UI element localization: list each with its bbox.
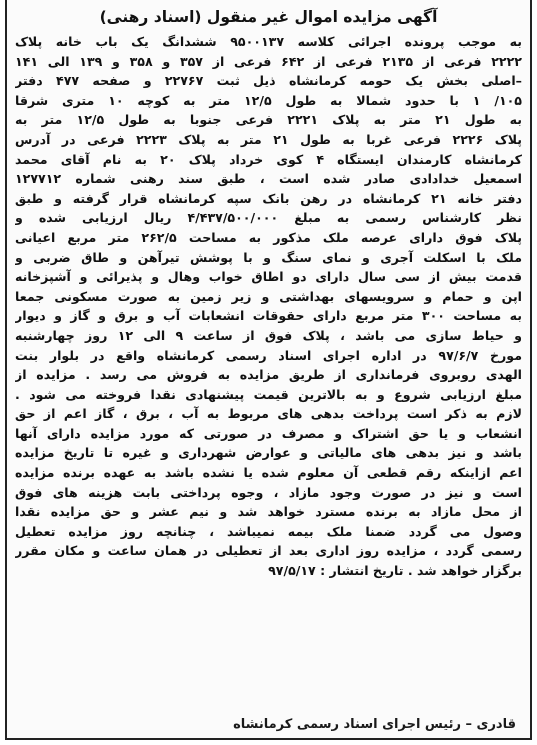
notice-body-line: الهدی روبروی فرمانداری از طریق مزایده به فروش می رسد . مزایده از (15, 367, 522, 383)
notice-body-line: وصول می گردد ضمنا ملک بیمه نمیباشد ، چنانچه روز مزایده تعطیل (15, 523, 522, 539)
notice-body-line: نظر کارشناس رسمی به مبلغ ۴/۴۳۷/۵۰۰/۰۰۰ ریال ارزیابی شده و (15, 210, 522, 226)
notice-body-line: اسمعیل خدادادی صادر شده است ، طبق سند رهنی شماره ۱۲۷۷۱۲ (15, 171, 522, 187)
notice-body-line: به موجب پرونده اجرائی کلاسه ۹۵۰۰۱۳۷ ششدانگ یک باب خانه پلاک (15, 34, 522, 49)
notice-body-line: رسمی گردد ، مزایده روز اداری بعد از تعطیلی در همان ساعت و مکان مقرر (15, 543, 522, 559)
notice-body-line: قدمت بیش از سی سال دارای دو اطاق خواب وهال و پذیرائی و آشپزخانه (15, 269, 522, 285)
notice-body-line: پلاک فوق دارای عرصه ملک مذکور به مساحت ۲۶۲/۵ متر مربع اعیانی (15, 229, 522, 245)
notice-body-line: به مساحت ۳۰۰ متر مربع دارای حقوقات انشعابات آب و برق و گاز و دیوار (15, 308, 522, 324)
notice-body-line: است و نیز در صورت وجود مازاد ، وجوه پرداختی بابت هزینه های فوق (15, 484, 522, 500)
notice-body-line: باشد و نیز بدهی های مالیاتی و عوارض شهرداری و غیره تا تاریخ مزایده (15, 445, 522, 461)
notice-body-line: مورخ ۹۷/۶/۷ در اداره اجرای اسناد رسمی کرمانشاه واقع در بلوار بنت (15, 347, 522, 363)
notice-body-line: اعم ازاینکه رقم قطعی آن معلوم شده یا نشده باشد به عهده برنده مزایده (15, 465, 522, 481)
notice-body-line: کرمانشاه کارمندان ایستگاه ۴ کوی خرداد پلاک ۲۰ به نام آقای محمد (15, 151, 522, 167)
notice-body-line: –اصلی بخش یک حومه کرمانشاه ذیل ثبت ۲۲۷۶۷ و صفحه ۴۷۷ دفتر (15, 73, 522, 89)
notice-body-line: لازم به ذکر است پرداخت بدهی های مربوط به آب ، برق ، گاز اعم از حق (15, 406, 522, 422)
auction-notice (5, 0, 532, 740)
notice-body-line: اپن و حمام و سرویسهای بهداشتی و زیر زمین به صورت مسکونی جمعا (15, 288, 522, 304)
notice-body-line: ۱۰۵/ ۱ با حدود شمالا به طول ۱۲/۵ متر به کوچه ۱۰ متری شرقا (15, 92, 522, 108)
notice-body-line: انشعاب و یا حق اشتراک و مصرف در صورتی که مورد مزایده دارای آنها (15, 425, 522, 441)
notice-title: آگهی مزایده اموال غیر منقول (اسناد رهنی) (99, 8, 438, 26)
notice-body-line: مبلغ ارزیابی شروع و به بالاترین قیمت پیشنهادی نقدا فروخته می شود . (15, 386, 522, 402)
notice-body (15, 32, 522, 581)
notice-body-line: پلاک ۲۲۲۶ فرعی غربا به طول ۲۱ متر به پلاک ۲۲۲۳ فرعی در آدرس (15, 131, 522, 147)
notice-signature: قادری – رئیس اجرای اسناد رسمی کرمانشاه (233, 717, 516, 732)
notice-body-line: دفتر خانه ۲۱ کرمانشاه در رهن بانک سپه کرمانشاه قرار گرفته و طبق (15, 190, 522, 206)
notice-body-line: برگزار خواهد شد . تاریخ انتشار : ۹۷/۵/۱۷ (268, 563, 522, 579)
notice-body-line: ۲۲۲۲ فرعی از ۲۱۳۵ فرعی از ۶۴۲ فرعی از ۳۵۷ و ۳۵۸ و ۱۳۹ الی ۱۴۱ (15, 53, 522, 69)
notice-body-line: از محل مازاد به برنده مسترد خواهد شد و نیم عشر و حق مزایده نقدا (15, 504, 522, 520)
notice-body-line: و حیاط سازی می باشد ، پلاک فوق از ساعت ۹ الی ۱۲ روز چهارشنبه (15, 327, 522, 343)
notice-body-line: ملک با اسکلت آجری و نمای سنگ و با پوشش تیرآهن و طاق ضربی و (15, 249, 522, 265)
notice-body-line: به طول ۲۱ متر به پلاک ۲۲۲۱ فرعی جنوبا به طول ۱۲/۵ متر به (15, 112, 522, 128)
